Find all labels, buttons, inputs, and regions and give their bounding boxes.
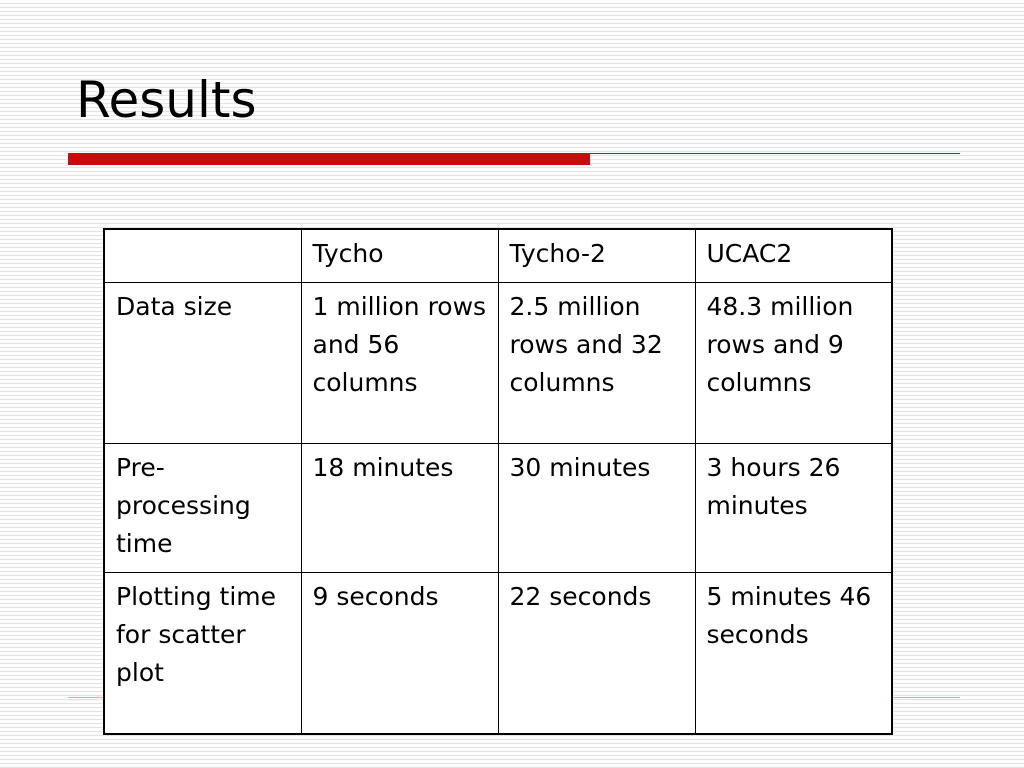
- table-row-pre-processing-time: [104, 444, 892, 573]
- table-row-data-size: [104, 283, 892, 444]
- header-cell-empty: [104, 229, 301, 283]
- table-cell: 18 minutes: [301, 444, 498, 573]
- table-cell: 30 minutes: [498, 444, 695, 573]
- title-underline-thin: [590, 153, 960, 154]
- title-underline-thick: [68, 153, 590, 165]
- table-cell: 5 minutes 46 seconds: [695, 573, 892, 734]
- table-cell: 22 seconds: [498, 573, 695, 734]
- header-cell-ucac2: UCAC2: [695, 229, 892, 283]
- table-header-row: [104, 229, 892, 283]
- table-cell: 48.3 million rows and 9 columns: [695, 283, 892, 444]
- row-label: Plotting time for scatter plot: [104, 573, 301, 734]
- header-cell-tycho: Tycho: [301, 229, 498, 283]
- table-cell: 2.5 million rows and 32 columns: [498, 283, 695, 444]
- table-cell: 1 million rows and 56 columns: [301, 283, 498, 444]
- table-row-plotting-time: [104, 573, 892, 734]
- slide-title: Results: [76, 71, 257, 129]
- table-cell: 3 hours 26 minutes: [695, 444, 892, 573]
- header-cell-tycho-2: Tycho-2: [498, 229, 695, 283]
- table-cell: 9 seconds: [301, 573, 498, 734]
- row-label: Data size: [104, 283, 301, 444]
- results-table: [103, 228, 893, 735]
- row-label: Pre-processing time: [104, 444, 301, 573]
